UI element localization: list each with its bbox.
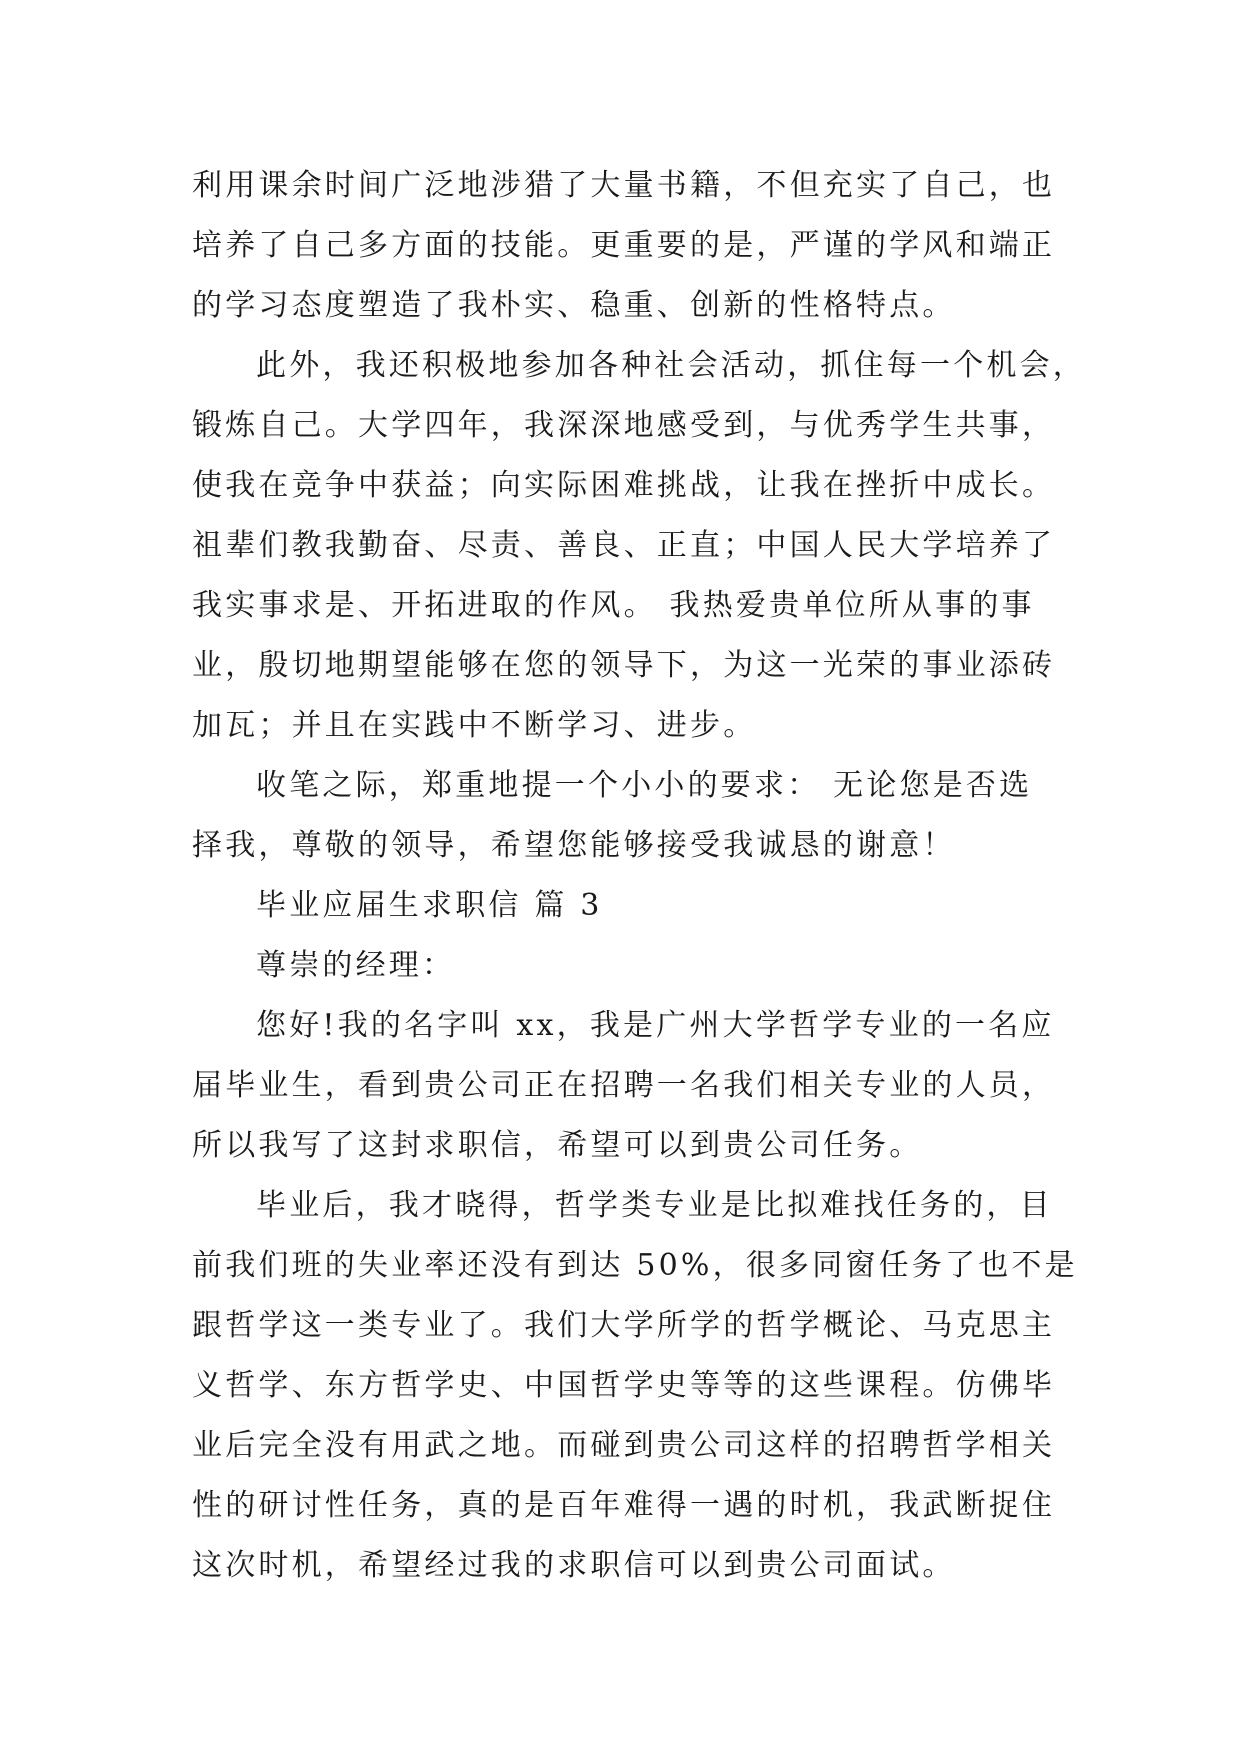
text-line: 利用课余时间广泛地涉猎了大量书籍，不但充实了自己，也 — [192, 168, 1056, 203]
text-line: 前我们班的失业率还没有到达 50%，很多同窗任务了也不是 — [192, 1248, 1078, 1283]
text-line: 使我在竞争中获益；向实际困难挑战，让我在挫折中成长。 — [192, 468, 1056, 503]
text-line: 届毕业生，看到贵公司正在招聘一名我们相关专业的人员， — [192, 1068, 1056, 1103]
paragraph-start: 收笔之际，郑重地提一个小小的要求： 无论您是否选 — [256, 768, 1033, 803]
text-line: 业后完全没有用武之地。而碰到贵公司这样的招聘哲学相关 — [192, 1428, 1056, 1463]
text-line: 跟哲学这一类专业了。我们大学所学的哲学概论、马克思主 — [192, 1308, 1056, 1343]
text-line: 培养了自己多方面的技能。更重要的是，严谨的学风和端正 — [192, 228, 1056, 263]
paragraph-start: 毕业后，我才晓得，哲学类专业是比拟难找任务的，目 — [256, 1188, 1053, 1223]
text-line: 这次时机，希望经过我的求职信可以到贵公司面试。 — [192, 1548, 956, 1583]
text-line: 业，殷切地期望能够在您的领导下，为这一光荣的事业添砖 — [192, 648, 1056, 683]
paragraph-start: 您好!我的名字叫 xx，我是广州大学哲学专业的一名应 — [256, 1008, 1055, 1043]
section-heading: 毕业应届生求职信 篇 3 — [256, 888, 603, 923]
text-line: 加瓦；并且在实践中不断学习、进步。 — [192, 708, 757, 743]
text-line: 祖辈们教我勤奋、尽责、善良、正直；中国人民大学培养了 — [192, 528, 1056, 563]
text-line: 所以我写了这封求职信，希望可以到贵公司任务。 — [192, 1128, 923, 1163]
text-line: 义哲学、东方哲学史、中国哲学史等等的这些课程。仿佛毕 — [192, 1368, 1056, 1403]
text-line: 性的研讨性任务，真的是百年难得一遇的时机，我武断捉住 — [192, 1488, 1056, 1523]
paragraph-start: 此外，我还积极地参加各种社会活动，抓住每一个机会， — [256, 348, 1086, 383]
text-line: 我实事求是、开拓进取的作风。 我热爱贵单位所从事的事 — [192, 588, 1035, 623]
text-line: 的学习态度塑造了我朴实、稳重、创新的性格特点。 — [192, 288, 956, 323]
salutation: 尊崇的经理： — [256, 948, 456, 983]
text-line: 择我，尊敬的领导，希望您能够接受我诚恳的谢意！ — [192, 828, 956, 863]
text-line: 锻炼自己。大学四年，我深深地感受到，与优秀学生共事， — [192, 408, 1056, 443]
